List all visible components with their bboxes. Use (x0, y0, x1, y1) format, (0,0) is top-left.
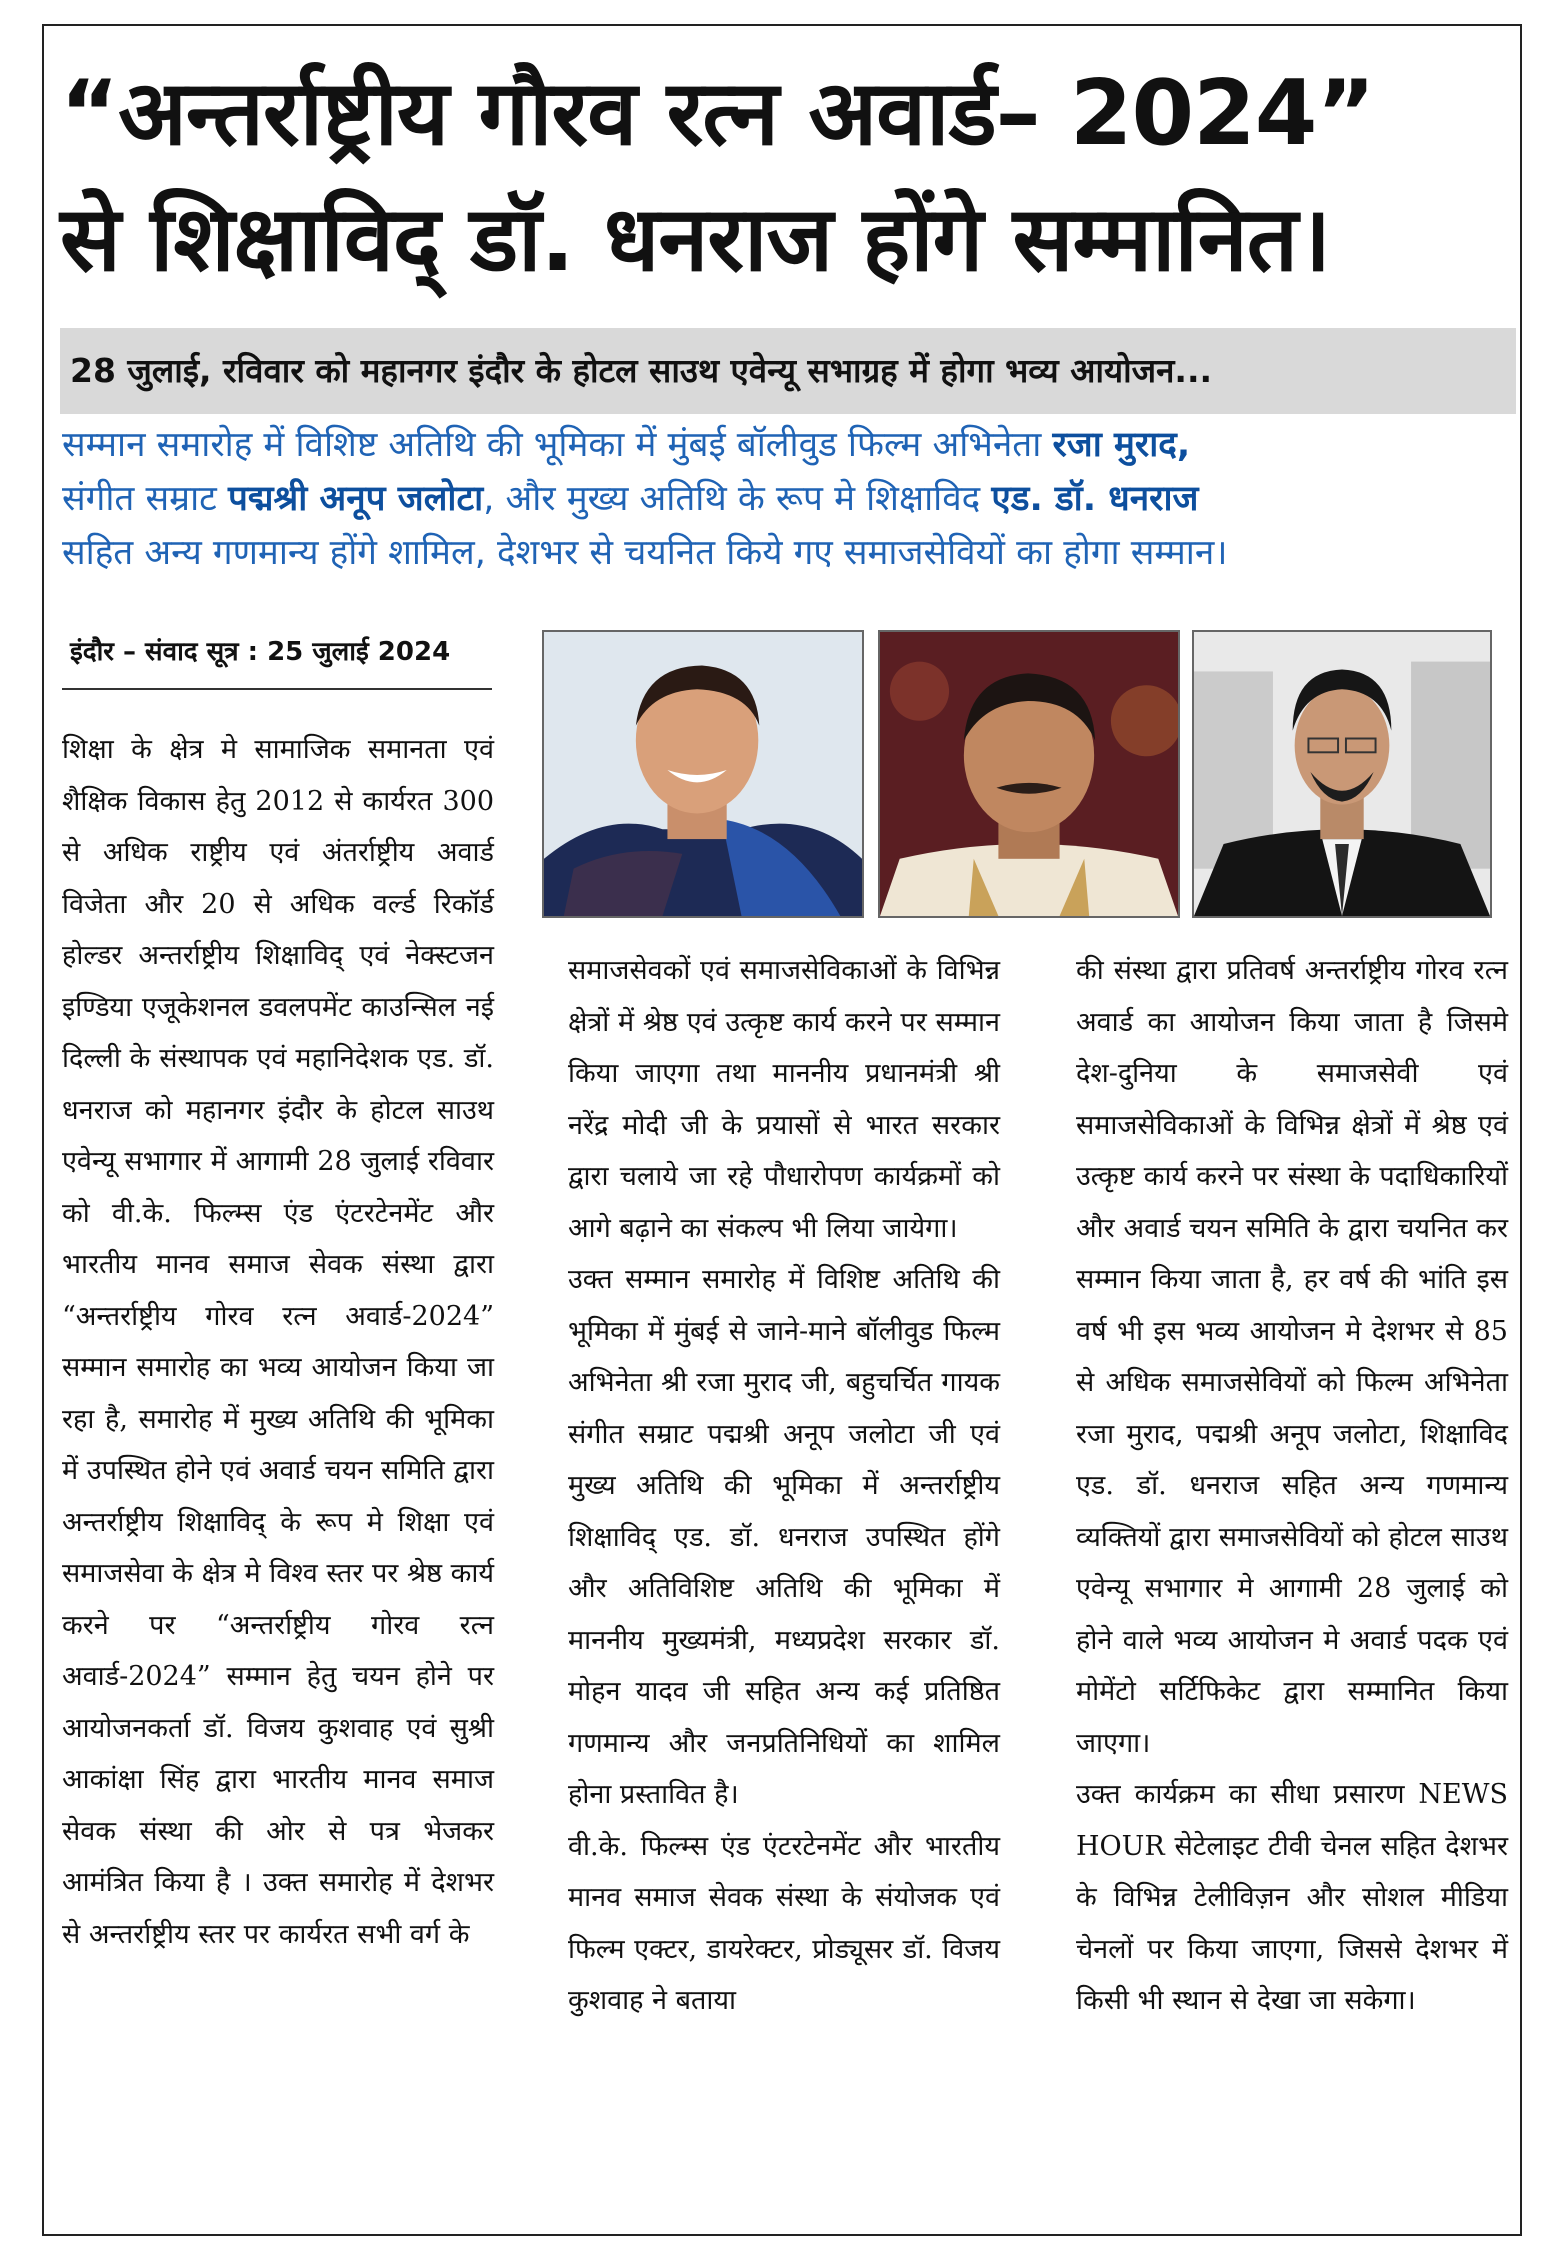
photo-dr-dhanraj (1192, 630, 1492, 918)
intro-line-1 (62, 418, 1512, 472)
article-column-3 (1076, 945, 1508, 2027)
photo-raza-murad (878, 630, 1180, 918)
article-column-2 (568, 945, 1000, 2027)
headline-line-1: “अन्तर्राष्ट्रीय गौरव रत्न अवार्ड– 2024” (60, 61, 1375, 166)
article-column-1 (62, 724, 494, 1960)
sub-headline: 28 जुलाई, रविवार को महानगर इंदौर के होटल साउथ एवेन्यू सभाग्रह में होगा भव्य आयोजन... (60, 328, 1516, 414)
intro-highlight-anup-jalota: पद्मश्री अनूप जलोटा (227, 479, 484, 519)
intro-line-3: सहित अन्य गणमान्य होंगे शामिल, देशभर से चयनित किये गए समाजसेवियों का होगा सम्मान। (62, 533, 1228, 573)
article-paragraph: उक्त कार्यक्रम का सीधा प्रसारण NEWS HOUR सेटेलाइट टीवी चेनल सहित देशभर के विभिन्न टेलीविज़न और सोशल मीडिया चेनलों पर किया जाएगा, जिससे देशभर में किसी भी स्थान से देखा जा सकेगा। (1076, 1779, 1508, 2016)
intro-paragraph (62, 418, 1512, 580)
article-paragraph: शिक्षा के क्षेत्र मे सामाजिक समानता एवं शैक्षिक विकास हेतु 2012 से कार्यरत 300 से अधिक राष्ट्रीय एवं अंतर्राष्ट्रीय अवार्ड विजेता और 20 से अधिक वर्ल्ड रिकॉर्ड होल्डर अन्तर्राष्ट्रीय शिक्षाविद् एवं नेक्स्टजन इण्डिया एजूकेशनल डवलपमेंट काउन्सिल नई दिल्ली के संस्थापक एवं महानिदेशक एड. डॉ. धनराज को महानगर इंदौर के होटल साउथ एवेन्यू सभागार में आगामी 28 जुलाई रविवार को वी.के. फिल्म्स एंड एंटरटेनमेंट और भारतीय मानव समाज सेवक संस्था द्वारा “अन्तर्राष्ट्रीय गोरव रत्न अवार्ड-2024” सम्मान समारोह का भव्य आयोजन किया जा रहा है, समारोह में मुख्य अतिथि की भूमिका में उपस्थित होने एवं अवार्ड चयन समिति द्वारा अन्तर्राष्ट्रीय शिक्षाविद् के रूप मे शिक्षा एवं समाजसेवा के क्षेत्र मे विश्व स्तर पर श्रेष्ठ कार्य करने पर “अन्तर्राष्ट्रीय गोरव रत्न अवार्ड-2024” सम्मान हेतु चयन होने पर आयोजनकर्ता डॉ. विजय कुशवाह एवं सुश्री आकांक्षा सिंह द्वारा भारतीय मानव समाज सेवक संस्था की ओर से पत्र भेजकर आमंत्रित किया है । उक्त समारोह में देशभर से अन्तर्राष्ट्रीय स्तर पर कार्यरत सभी वर्ग के (62, 734, 494, 1950)
intro-text: संगीत सम्राट (62, 479, 228, 519)
intro-line-2 (62, 472, 1512, 526)
article-paragraph: की संस्था द्वारा प्रतिवर्ष अन्तर्राष्ट्रीय गोरव रत्न अवार्ड का आयोजन किया जाता है जिसमे देश-दुनिया के समाजसेवी एवं समाजसेविकाओं के विभिन्न क्षेत्रों में श्रेष्ठ एवं उत्कृष्ट कार्य करने पर संस्था के पदाधिकारियों और अवार्ड चयन समिति के द्वारा चयनित कर सम्मान किया जाता है, हर वर्ष की भांति इस वर्ष भी इस भव्य आयोजन मे देशभर से 85 से अधिक समाजसेवियों को फिल्म अभिनेता रजा मुराद, पद्मश्री अनूप जलोटा, शिक्षाविद एड. डॉ. धनराज सहित अन्य गणमान्य व्यक्तियों द्वारा समाजसेवियों को होटल साउथ एवेन्यू सभागार मे आगामी 28 जुलाई को होने वाले भव्य आयोजन मे अवार्ड पदक एवं मोमेंटो सर्टिफिकेट द्वारा सम्मानित किया जाएगा। (1076, 955, 1508, 1759)
dateline-divider (62, 688, 492, 690)
intro-highlight-raza-murad: रजा मुराद, (1052, 425, 1191, 465)
photo-anup-jalota (542, 630, 864, 918)
article-paragraph: समाजसेवकों एवं समाजसेविकाओं के विभिन्न क्षेत्रों में श्रेष्ठ एवं उत्कृष्ट कार्य करने पर सम्मान किया जाएगा तथा माननीय प्रधानमंत्री श्री नरेंद्र मोदी जी के प्रयासों से भारत सरकार द्वारा चलाये जा रहे पौधारोपण कार्यक्रमों को आगे बढ़ाने का संकल्प भी लिया जायेगा। (568, 955, 1000, 1244)
intro-highlight-dhanraj: एड. डॉ. धनराज (991, 479, 1199, 519)
intro-text: , और मुख्य अतिथि के रूप मे शिक्षाविद (483, 479, 992, 519)
article-paragraph: वी.के. फिल्म्स एंड एंटरटेनमेंट और भारतीय मानव समाज सेवक संस्था के संयोजक एवं फिल्म एक्टर, डायरेक्टर, प्रोड्यूसर डॉ. विजय कुशवाह ने बताया (568, 1830, 1000, 2016)
intro-text: सम्मान समारोह में विशिष्ट अतिथि की भूमिका में मुंबई बॉलीवुड फिल्म अभिनेता (62, 425, 1053, 465)
article-paragraph: उक्त सम्मान समारोह में विशिष्ट अतिथि की भूमिका में मुंबई से जाने-माने बॉलीवुड फिल्म अभिनेता श्री रजा मुराद जी, बहुचर्चित गायक संगीत सम्राट पद्मश्री अनूप जलोटा जी एवं मुख्य अतिथि की भूमिका में अन्तर्राष्ट्रीय शिक्षाविद् एड. डॉ. धनराज उपस्थित होंगे और अतिविशिष्ट अतिथि की भूमिका में माननीय मुख्यमंत्री, मध्यप्रदेश सरकार डॉ. मोहन यादव जी सहित अन्य कई प्रतिष्ठित गणमान्य और जनप्रतिनिधियों का शामिल होना प्रस्तावित है। (568, 1264, 1000, 1810)
dateline: इंदौर – संवाद सूत्र : 25 जुलाई 2024 (70, 637, 451, 667)
headline-line-2: से शिक्षाविद् डॉ. धनराज होंगे सम्मानित। (60, 187, 1331, 292)
